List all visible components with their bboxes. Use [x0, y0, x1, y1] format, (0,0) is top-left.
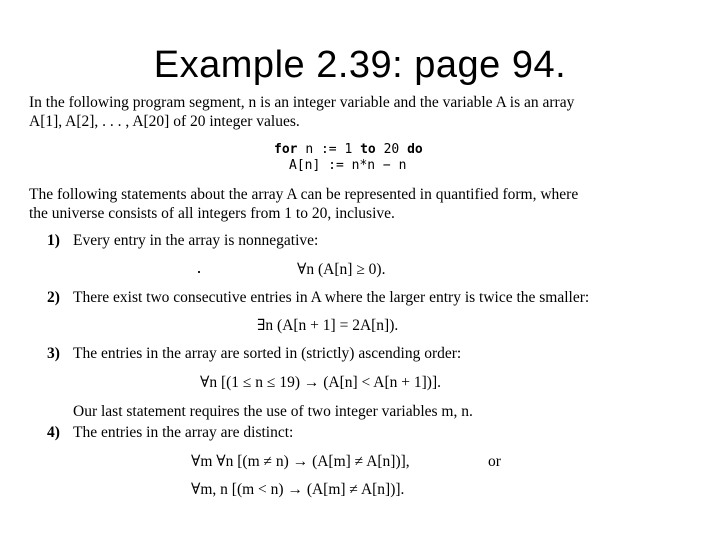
- slide-title: Example 2.39: page 94.: [153, 44, 567, 86]
- item-1-formula: ∀n (A[n] ≥ 0).: [297, 261, 386, 278]
- code-loop-line: [274, 142, 423, 157]
- item-4-text: The entries in the array are distinct:: [73, 424, 294, 441]
- item-1-text: Every entry in the array is nonnegative:: [73, 232, 319, 249]
- code-loop-start: n := 1: [305, 142, 353, 157]
- item-3-number: 3): [47, 345, 60, 362]
- item-4-formula-a: ∀m ∀n [(m ≠ n) → (A[m] ≠ A[n])],: [191, 453, 410, 470]
- item-2-text: There exist two consecutive entries in A where the larger entry is twice the smaller:: [73, 289, 590, 306]
- code-keyword-to: to: [360, 142, 376, 157]
- item-2-number: 2): [47, 289, 60, 306]
- item-1-number: 1): [47, 232, 60, 249]
- code-body-line: A[n] := n*n − n: [289, 158, 407, 173]
- intro-line-2: A[1], A[2], . . . , A[20] of 20 integer values.: [29, 113, 300, 130]
- code-loop-upper: 20: [383, 142, 400, 157]
- item-4-number: 4): [47, 424, 60, 441]
- code-keyword-for: for: [274, 142, 298, 157]
- para2-line-2: the universe consists of all integers from 1 to 20, inclusive.: [29, 205, 395, 222]
- code-keyword-do: do: [407, 142, 423, 157]
- item-3-formula: ∀n [(1 ≤ n ≤ 19) → (A[n] < A[n + 1])].: [200, 374, 441, 391]
- item-2-formula: ∃n (A[n + 1] = 2A[n]).: [257, 317, 399, 334]
- stray-mark: [198, 271, 200, 273]
- item-3-text: The entries in the array are sorted in (strictly) ascending order:: [73, 345, 462, 362]
- item-4-formula-b: ∀m, n [(m < n) → (A[m] ≠ A[n])].: [191, 481, 405, 498]
- note-text: Our last statement requires the use of two integer variables m, n.: [73, 403, 473, 420]
- para2-line-1: The following statements about the array A can be represented in quantified form, where: [29, 186, 579, 203]
- item-4-or: or: [488, 453, 501, 470]
- intro-line-1: In the following program segment, n is an integer variable and the variable A is an array: [29, 94, 575, 111]
